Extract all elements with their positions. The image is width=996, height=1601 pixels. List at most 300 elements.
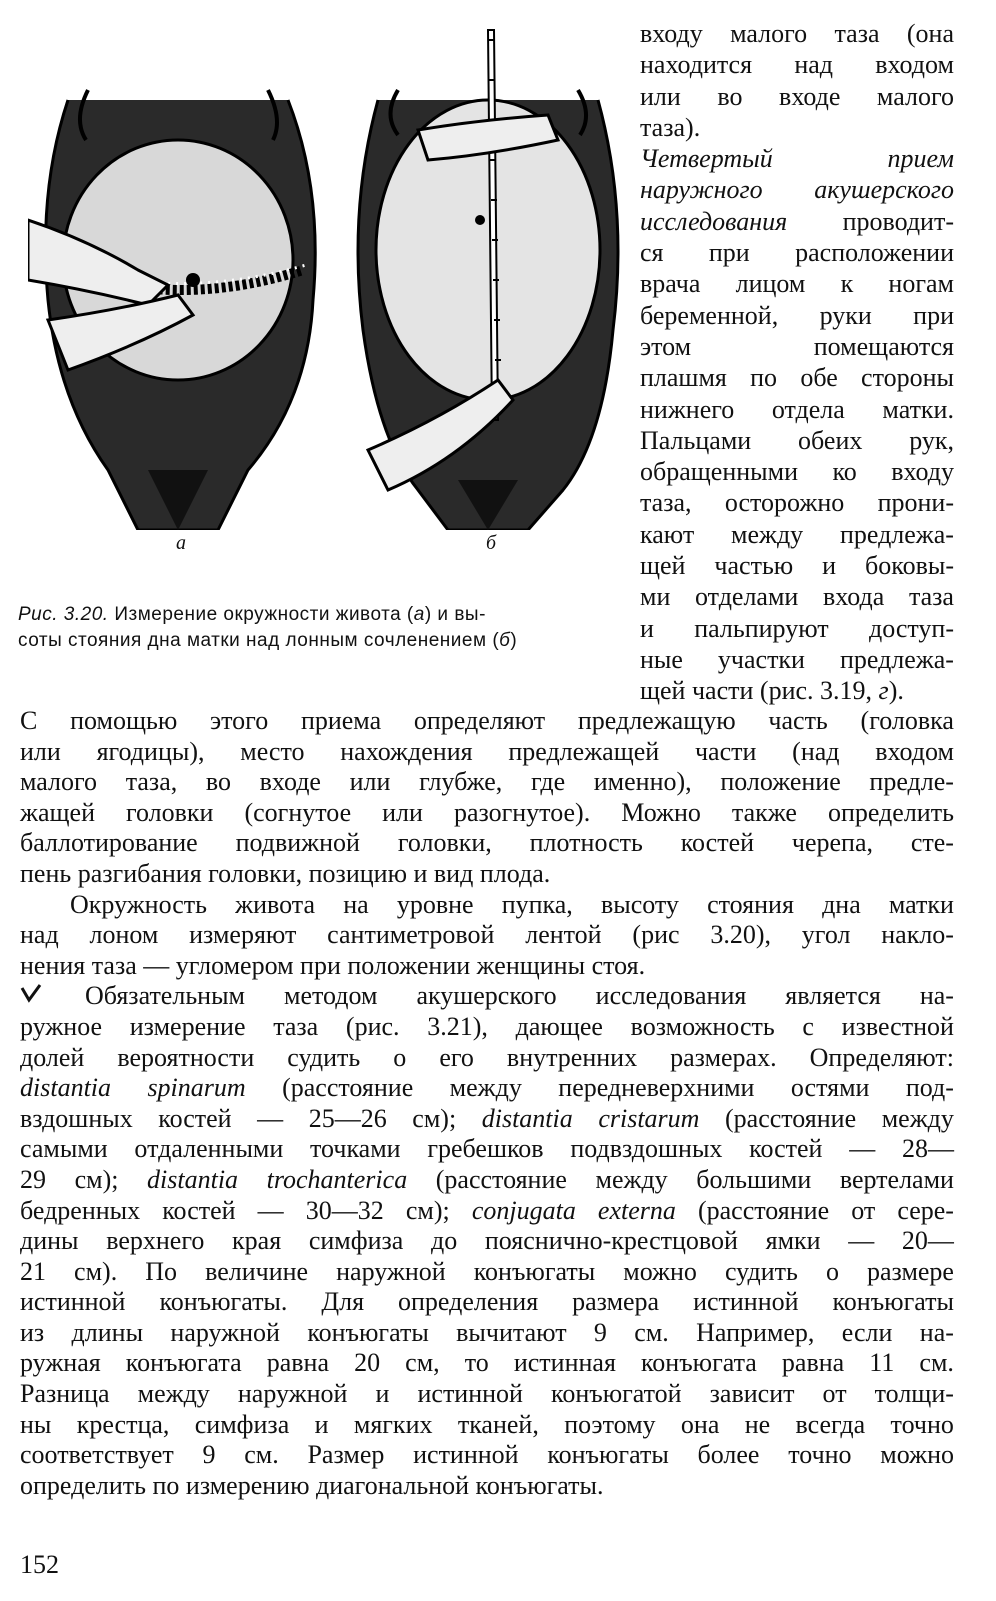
word: проводит-	[842, 206, 954, 236]
word: (над	[792, 736, 840, 766]
word: конъюгаты	[832, 1287, 954, 1317]
word: между	[881, 1103, 954, 1133]
text-run: определить по измерению диагональной конъюгаты.	[20, 1470, 604, 1500]
word: этого	[210, 706, 269, 735]
word: головки	[125, 797, 214, 827]
word: обеих	[798, 425, 863, 455]
word: если	[841, 1317, 893, 1347]
word: истинная	[513, 1348, 616, 1378]
word: симфиза	[308, 1226, 404, 1256]
word: головки,	[397, 828, 492, 858]
page-number: 152	[20, 1550, 59, 1579]
word: конъюгаты	[307, 1317, 429, 1347]
word: ны	[20, 1409, 52, 1439]
word: уровне	[396, 889, 474, 919]
word: мягких	[353, 1409, 433, 1439]
word: врача	[640, 269, 701, 299]
italic-term: distantia	[20, 1073, 112, 1103]
word: во	[717, 81, 743, 111]
word: с	[802, 1011, 814, 1041]
word: дины	[20, 1226, 79, 1256]
word: предлежа-	[839, 519, 954, 549]
word: размерах.	[670, 1042, 777, 1072]
word: высоту	[600, 889, 679, 919]
right-column-line	[640, 143, 954, 174]
word: помещаются	[813, 331, 954, 361]
word: ягодицы),	[96, 736, 205, 766]
text-run: нения таза — угломером при положении женщины стоя.	[20, 950, 646, 980]
word: и	[314, 1409, 329, 1439]
word: долей	[20, 1042, 85, 1072]
word: Для	[321, 1287, 365, 1317]
illustration-a-abdomen-circumference	[28, 70, 328, 530]
word: вычитают	[456, 1317, 567, 1347]
word: она	[680, 1409, 720, 1439]
word: предлежащую	[577, 706, 736, 735]
right-column-line	[640, 206, 954, 237]
word: По	[145, 1256, 178, 1286]
body-line	[20, 1134, 954, 1165]
illustration-b-uterus-height	[348, 20, 628, 530]
word: рук,	[909, 425, 954, 455]
word: конъюгатой	[551, 1379, 682, 1409]
word: предле-	[869, 767, 954, 797]
word: (она	[906, 19, 954, 48]
word: жащей	[20, 797, 95, 827]
word: матки	[888, 889, 954, 919]
italic-term: г	[878, 676, 889, 706]
word: при	[913, 300, 954, 330]
italic-term: conjugata	[471, 1195, 576, 1225]
word: осторожно	[724, 488, 845, 518]
body-line	[20, 1043, 954, 1074]
right-column-line	[640, 644, 954, 675]
word: сте-	[910, 828, 954, 858]
word: точно	[788, 1440, 852, 1470]
word: гребешков	[427, 1134, 544, 1164]
right-column-line	[640, 425, 954, 456]
word: между	[137, 1379, 210, 1409]
caption-text: соты стояния дна матки над лонным сочленением (	[18, 630, 500, 651]
word: остями	[790, 1073, 870, 1103]
word: угол	[801, 920, 851, 950]
word: судить	[287, 1042, 361, 1072]
word: вертелами	[839, 1164, 954, 1194]
word: соответствует	[20, 1440, 174, 1470]
word: Определяют:	[809, 1042, 954, 1072]
italic-term: trochanterica	[266, 1164, 408, 1194]
word: (расстояние	[697, 1195, 830, 1225]
word: подвздошных	[570, 1134, 723, 1164]
italic-term: distantia	[147, 1164, 239, 1194]
word: плашмя	[640, 363, 727, 393]
right-column-line	[640, 613, 954, 644]
body-line	[20, 767, 954, 798]
body-line	[20, 1410, 954, 1441]
italic-term: externa	[597, 1195, 676, 1225]
word: известной	[841, 1011, 954, 1041]
word: методом	[284, 981, 378, 1011]
italic-term: distantia	[481, 1103, 573, 1133]
word: и	[375, 1379, 390, 1409]
word: таза	[908, 582, 954, 612]
word: см,	[405, 1348, 440, 1378]
word: вздошных	[20, 1103, 133, 1133]
word: костей	[158, 1103, 232, 1133]
word: между	[449, 1073, 522, 1103]
word: Окружность	[70, 889, 208, 919]
word: самыми	[20, 1134, 108, 1164]
word: 20	[354, 1348, 381, 1378]
word: 9	[202, 1440, 216, 1470]
word: прони-	[877, 488, 954, 518]
word: акушерского	[416, 981, 557, 1011]
word: место	[240, 736, 305, 766]
word: величине	[205, 1256, 309, 1286]
right-column-line	[640, 18, 954, 49]
word: обращенными	[640, 457, 798, 487]
italic-term: прием	[887, 144, 954, 174]
word: доступ-	[868, 613, 954, 643]
body-line	[20, 737, 954, 768]
body-line	[20, 1379, 954, 1410]
right-column-line	[640, 81, 954, 112]
word: между	[595, 1164, 668, 1194]
word: плотность	[529, 828, 643, 858]
word: сере-	[897, 1195, 954, 1225]
word: его	[439, 1042, 474, 1072]
word: кают	[640, 519, 695, 549]
word: беременной,	[640, 300, 779, 330]
word: конъюгата	[125, 1348, 242, 1378]
word: таза,	[640, 488, 692, 518]
body-line	[20, 859, 954, 890]
word: где	[530, 767, 566, 797]
word: входу	[891, 457, 954, 487]
caption-line-2	[18, 628, 618, 654]
figure-caption	[18, 602, 618, 654]
word: см).	[74, 1256, 118, 1286]
word: матки.	[882, 394, 954, 424]
word: или	[382, 797, 423, 827]
word: (расстояние	[725, 1103, 857, 1133]
word: между	[731, 519, 804, 549]
word: более	[697, 1440, 760, 1470]
word: положение	[720, 767, 841, 797]
word: 9	[593, 1317, 607, 1347]
body-line	[20, 1348, 954, 1379]
word: баллотирование	[20, 828, 198, 858]
word: о	[393, 1042, 407, 1072]
text-run: пень разгибания головки, позицию и вид плода.	[20, 858, 551, 888]
word: истинной	[693, 1287, 799, 1317]
right-column-line	[640, 300, 954, 331]
word: малого	[876, 81, 954, 111]
right-column-line	[640, 268, 954, 299]
word: можно	[880, 1440, 954, 1470]
word: костей	[162, 1195, 236, 1225]
word: ногам	[888, 269, 954, 299]
word: бедренных	[20, 1195, 141, 1225]
word: вероятности	[117, 1042, 255, 1072]
word: размера	[572, 1287, 660, 1317]
word: при	[708, 238, 750, 268]
right-column-line	[640, 237, 954, 268]
word: возможность	[630, 1011, 775, 1041]
word: 20—	[901, 1226, 954, 1256]
word: по	[750, 363, 778, 393]
caption-text: )	[510, 630, 518, 651]
word: большими	[696, 1164, 812, 1194]
main-body-text	[20, 706, 954, 1501]
word: расположении	[795, 238, 954, 268]
body-line	[20, 1104, 954, 1135]
word: костей	[680, 828, 755, 858]
word: входом	[875, 736, 954, 766]
word: определяют	[413, 706, 546, 735]
right-column-text	[640, 18, 954, 707]
word: участки	[717, 644, 805, 674]
word: истинной	[20, 1287, 126, 1317]
right-column-line	[640, 331, 954, 362]
figure-label-b: б	[486, 532, 497, 554]
word: обе	[800, 363, 838, 393]
word: наружной	[336, 1256, 446, 1286]
word: над	[20, 920, 59, 950]
word: 28—	[901, 1134, 954, 1164]
word: на-	[919, 981, 954, 1011]
caption-ref-a: а	[413, 604, 425, 625]
word: 30—32	[305, 1195, 384, 1225]
word: —	[257, 1103, 284, 1133]
word: (расстояние	[435, 1164, 567, 1194]
figure-label-a: а	[176, 532, 186, 554]
right-column-line	[640, 519, 954, 550]
pen-check-mark-icon	[20, 981, 42, 1012]
word: нижнего	[640, 394, 735, 424]
word: 3.20),	[710, 920, 771, 950]
word: 29	[20, 1164, 46, 1194]
word: предлежа-	[839, 644, 954, 674]
right-column-line	[640, 49, 954, 80]
caption-ref-b: б	[499, 630, 511, 651]
word: находится	[640, 50, 753, 80]
word: —	[848, 1226, 875, 1256]
body-line	[20, 828, 954, 859]
word: таза,	[125, 767, 178, 797]
word: предлежащей	[508, 736, 660, 766]
right-column-line	[640, 456, 954, 487]
right-column-line	[640, 550, 954, 581]
word: Можно	[621, 797, 701, 827]
word: ямки	[765, 1226, 821, 1256]
word: под-	[905, 1073, 954, 1103]
word: подвижной	[235, 828, 360, 858]
word: во	[205, 767, 231, 797]
body-line	[20, 1165, 954, 1196]
word: то	[464, 1348, 489, 1378]
word: к	[840, 269, 854, 299]
italic-term: Четвертый	[640, 144, 773, 174]
word: приема	[300, 706, 382, 735]
word: тканей,	[457, 1409, 539, 1439]
word: см);	[74, 1164, 119, 1194]
word: этом	[640, 331, 692, 361]
word: длины	[71, 1317, 144, 1347]
word: конъюгаты	[547, 1440, 669, 1470]
word: конъюгаты.	[159, 1287, 288, 1317]
word: (расстояние	[282, 1073, 414, 1103]
italic-term: исследования	[640, 206, 788, 236]
right-column-line	[640, 394, 954, 425]
word: живота	[235, 889, 316, 919]
word: о	[825, 1256, 839, 1286]
word: стороны	[861, 363, 954, 393]
right-column-line	[640, 174, 954, 205]
word: над	[794, 50, 833, 80]
word: судить	[724, 1256, 798, 1286]
word: 25—26	[308, 1103, 387, 1133]
word: (согнутое	[244, 797, 352, 827]
italic-term: spinarum	[147, 1073, 246, 1103]
word: размере	[867, 1256, 954, 1286]
word: точками	[310, 1134, 401, 1164]
word: внутренних	[506, 1042, 638, 1072]
word: входе	[779, 81, 841, 111]
word: дна	[822, 889, 861, 919]
body-line	[20, 1318, 954, 1349]
right-column-line	[640, 581, 954, 612]
word: Размер	[307, 1440, 385, 1470]
word: от	[822, 1379, 847, 1409]
word: части	[694, 736, 757, 766]
word: ные	[640, 644, 683, 674]
body-line	[20, 1012, 954, 1043]
body-line	[20, 706, 954, 737]
word: дающее	[515, 1011, 603, 1041]
word: на-	[919, 1317, 954, 1347]
word: отделами	[695, 582, 799, 612]
word: —	[849, 1134, 876, 1164]
word: см);	[405, 1195, 450, 1225]
word: из	[20, 1317, 45, 1347]
body-line	[20, 951, 954, 982]
word: костей	[749, 1134, 823, 1164]
word: отдела	[771, 394, 845, 424]
word: ко	[832, 457, 857, 487]
word: измерение	[129, 1011, 246, 1041]
body-line	[20, 1287, 954, 1318]
word: сантиметровой	[327, 920, 495, 950]
word: верхнего	[106, 1226, 205, 1256]
word: ся	[640, 238, 664, 268]
body-line	[20, 1073, 954, 1104]
word: разогнутое).	[453, 797, 591, 827]
word: толщи-	[874, 1379, 954, 1409]
word: определения	[397, 1287, 539, 1317]
body-line	[20, 1196, 954, 1227]
text-run: ).	[888, 676, 904, 706]
word: 3.21),	[427, 1011, 488, 1041]
word: лоном	[89, 920, 159, 950]
word: см.	[634, 1317, 669, 1347]
word: равна	[781, 1348, 845, 1378]
word: 21	[20, 1256, 46, 1286]
word: см.	[244, 1440, 279, 1470]
body-line	[20, 1440, 954, 1471]
word: конъюгаты	[473, 1256, 596, 1286]
caption-text: ) и вы-	[424, 604, 486, 625]
word: входом	[875, 50, 954, 80]
body-line	[20, 981, 954, 1012]
word: часть	[768, 706, 828, 735]
word: малого	[20, 767, 98, 797]
word: наружной	[237, 1379, 348, 1409]
word: малого	[730, 19, 808, 48]
word: симфиза	[194, 1409, 290, 1439]
word: до	[430, 1226, 458, 1256]
word: частью	[714, 551, 794, 581]
word: всегда	[795, 1409, 866, 1439]
word: зависит	[709, 1379, 795, 1409]
word: Обязательным	[84, 981, 246, 1011]
word: от	[851, 1195, 876, 1225]
word: стояния	[707, 889, 794, 919]
italic-term: акушерского	[814, 175, 954, 205]
italic-term: cristarum	[598, 1103, 700, 1133]
word: равна	[266, 1348, 329, 1378]
right-column-line	[640, 675, 954, 706]
word: лентой	[525, 920, 602, 950]
word: или	[20, 736, 61, 766]
word: или	[349, 767, 391, 797]
word: на	[343, 889, 369, 919]
word: таза	[834, 19, 880, 48]
word: лицом	[735, 269, 806, 299]
word: таза	[273, 1011, 319, 1041]
body-line	[20, 1226, 954, 1257]
word: является	[785, 981, 881, 1011]
word: измеряют	[189, 920, 297, 950]
body-line	[20, 920, 954, 951]
word: точно	[890, 1409, 954, 1439]
word: конъюгата	[640, 1348, 757, 1378]
text-run: щей части (рис. 3.19,	[640, 676, 879, 706]
word: см);	[412, 1103, 457, 1133]
word: определить	[827, 797, 954, 827]
right-column-line	[640, 487, 954, 518]
caption-figure-ref: Рис. 3.20.	[18, 604, 109, 625]
word: (рис.	[345, 1011, 400, 1041]
word: нахождения	[340, 736, 473, 766]
caption-line-1	[18, 602, 618, 628]
word: ми	[640, 582, 671, 612]
body-line	[20, 1257, 954, 1288]
word: и	[640, 613, 654, 643]
word: входу	[640, 19, 703, 48]
word: Пальцами	[640, 425, 752, 455]
right-column-line	[640, 362, 954, 393]
word: поэтому	[564, 1409, 656, 1439]
word: можно	[623, 1256, 697, 1286]
caption-text: Измерение окружности живота (	[108, 604, 414, 625]
word: накло-	[881, 920, 954, 950]
body-line	[20, 798, 954, 829]
word: см.	[919, 1348, 954, 1378]
word: С	[20, 706, 38, 735]
word: истинной	[417, 1379, 523, 1409]
word: также	[731, 797, 797, 827]
